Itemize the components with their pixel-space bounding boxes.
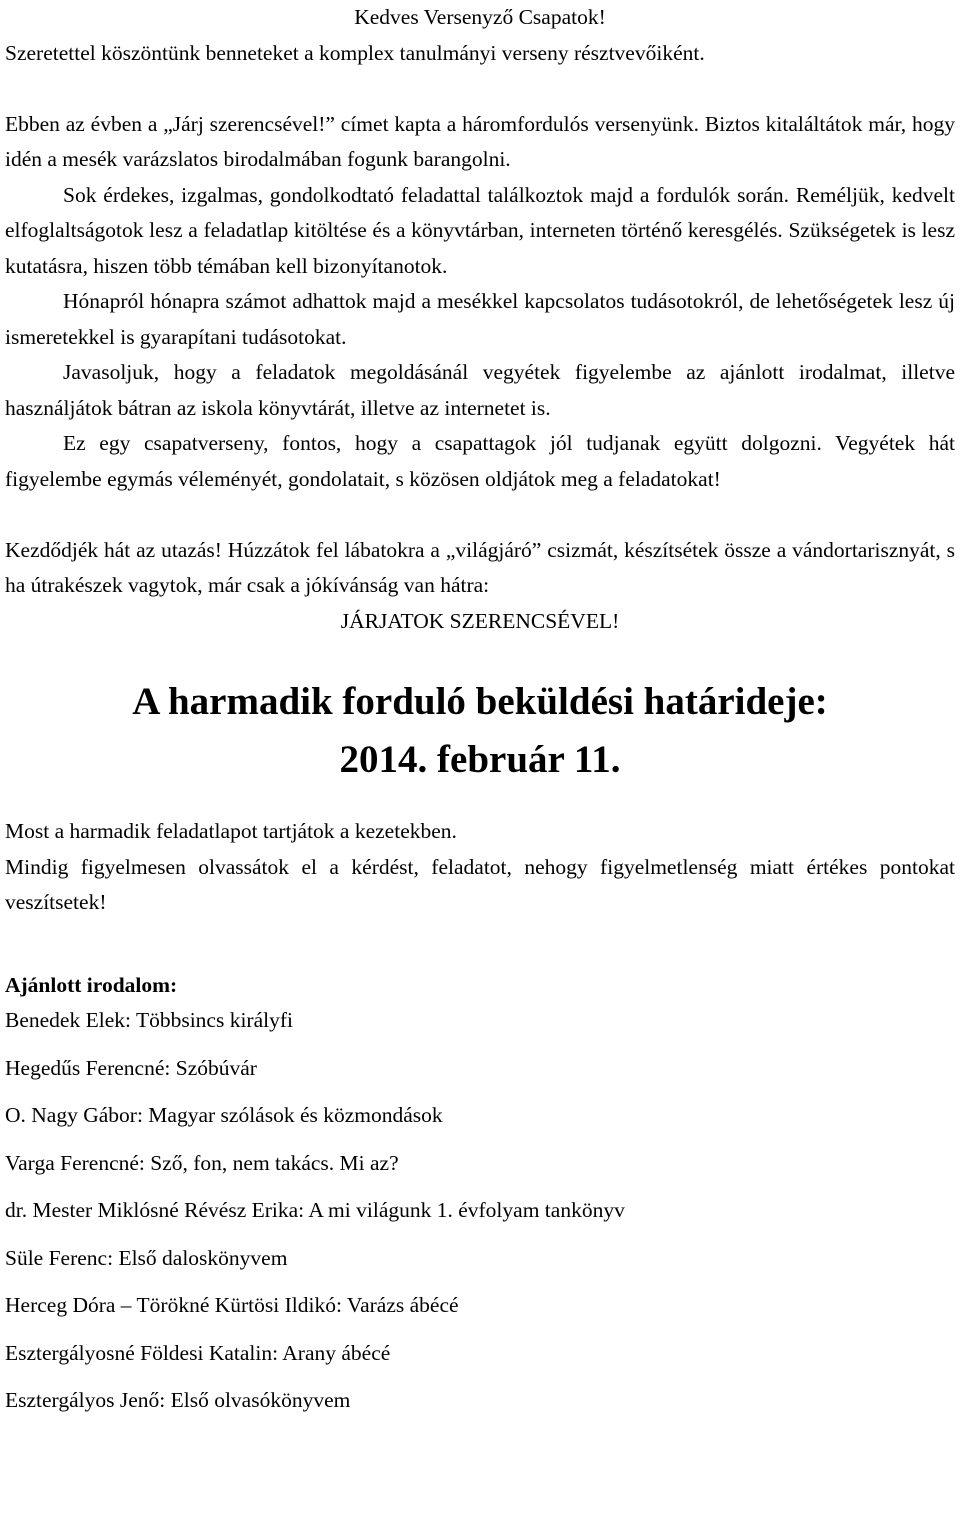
intro-paragraph-1: Ebben az évben a „Járj szerencsével!” címet kapta a háromfordulós versenyünk. Biztos kitaláltátok már, hogy idén a mesék varázslatos birodalmában fogunk barangolni. [5,111,955,171]
deadline-heading: A harmadik forduló beküldési határideje: [132,680,828,723]
instructions-line-1: Most a harmadik feladatlapot tartjátok a kezetekben. [5,819,457,843]
spacer [5,497,955,533]
literature-item: O. Nagy Gábor: Magyar szólások és közmondások [5,1103,443,1127]
document-page [5,0,955,1431]
greeting: Kedves Versenyző Csapatok! [354,5,606,29]
literature-item: Esztergályosné Földesi Katalin: Arany ábécé [5,1340,391,1365]
literature-item: Benedek Elek: Többsincs királyfi [5,1008,293,1032]
literature-item: Varga Ferencné: Sző, fon, nem takács. Mi az? [5,1150,399,1175]
deadline-date: 2014. február 11. [339,738,621,781]
intro-paragraph-4: Javasoljuk, hogy a feladatok megoldásánál vegyétek figyelembe az ajánlott irodalmat, illetve használjátok bátran az iskola könyvtárát, illetve az internetet is. [5,360,955,420]
intro-paragraph-5: Ez egy csapatverseny, fontos, hogy a csapattagok jól tudjanak együtt dolgozni. Vegyétek hát figyelembe egymás véleményét, gondolatait, s közösen oldjátok meg a feladatokat! [5,431,955,491]
intro-paragraph-3: Hónapról hónapra számot adhattok majd a mesékkel kapcsolatos tudásotokról, de lehetőségetek lesz új ismeretekkel is gyarapítani tudásotokat. [5,289,955,349]
literature-item: Esztergályos Jenő: Első olvasókönyvem [5,1388,351,1412]
instructions-line-2: Mindig figyelmesen olvassátok el a kérdést, feladatot, nehogy figyelmetlenség miatt értékes pontokat veszítsetek! [5,854,955,914]
literature-list [5,1003,955,1431]
literature-title: Ajánlott irodalom: [5,972,178,997]
literature-item: dr. Mester Miklósné Révész Erika: A mi világunk 1. évfolyam tankönyv [5,1198,625,1222]
spacer [5,789,955,814]
journey-wish: JÁRJATOK SZERENCSÉVEL! [340,608,620,633]
spacer [5,71,955,107]
literature-item: Süle Ferenc: Első daloskönyvem [5,1245,288,1270]
journey-paragraph: Kezdődjék hát az utazás! Húzzátok fel lábatokra a „világjáró” csizmát, készítsétek össze a vándortarisznyát, s ha útrakészek vagytok, már csak a jókívánság van hátra: [5,537,955,597]
spacer [5,921,955,968]
intro-paragraph-2: Sok érdekes, izgalmas, gondolkodtató feladattal találkoztok majd a fordulók során. Reméljük, kedvelt elfoglaltságotok lesz a feladatlap kitöltése és a könyvtárban, interneten történő keresgélés. Szükségetek is lesz kutatásra, hiszen több témában kell bizonyítanotok. [5,182,955,278]
spacer [5,639,955,673]
welcome-line: Szeretettel köszöntünk benneteket a komplex tanulmányi verseny résztvevőiként. [5,40,705,65]
literature-item: Hegedűs Ferencné: Szóbúvár [5,1055,257,1080]
literature-item: Herceg Dóra – Törökné Kürtösi Ildikó: Varázs ábécé [5,1293,459,1317]
